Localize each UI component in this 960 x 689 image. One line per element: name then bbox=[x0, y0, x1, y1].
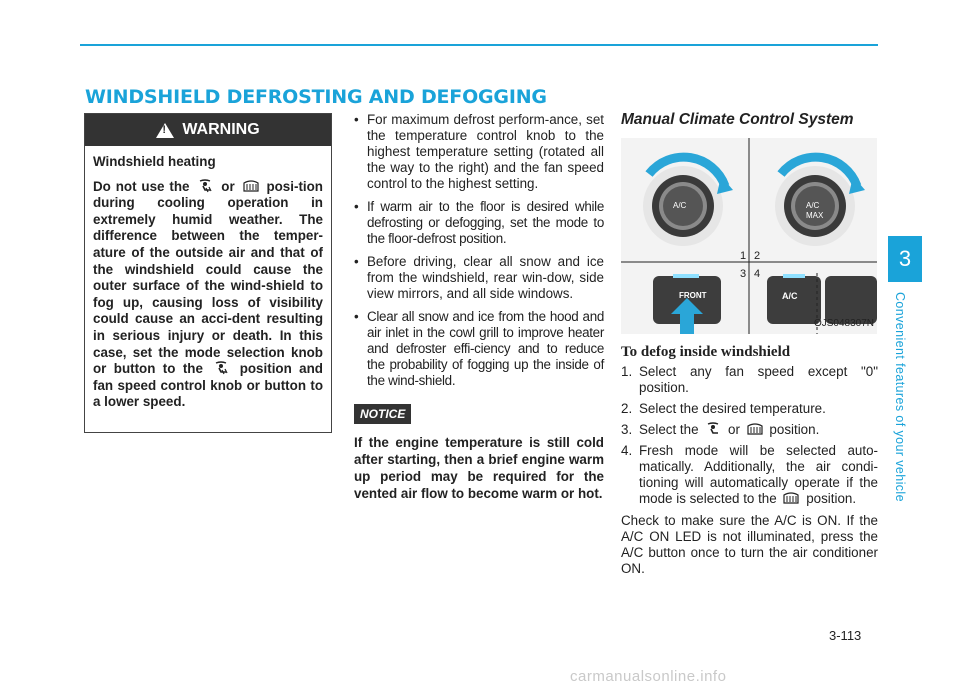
floor-defrost-icon bbox=[704, 422, 722, 436]
step-text: Fresh mode will be selected auto-matically. Additionally, the air condi-tioning will automatically operate if the mode is selected to the bbox=[639, 443, 878, 506]
warning-header bbox=[85, 114, 331, 146]
step-text: or bbox=[728, 422, 740, 437]
section-title: WINDSHIELD DEFROSTING AND DEFOGGING bbox=[85, 86, 547, 108]
defrost-icon bbox=[242, 179, 260, 193]
climate-control-figure bbox=[621, 138, 877, 334]
list-item bbox=[621, 443, 878, 507]
front-button-label: FRONT bbox=[679, 291, 707, 300]
defrost-icon bbox=[746, 422, 764, 436]
figure-caption: OJS048307N bbox=[813, 318, 874, 329]
list-item bbox=[621, 364, 878, 396]
list-item bbox=[621, 422, 878, 438]
warning-body bbox=[85, 146, 331, 411]
step-text: Select the bbox=[639, 422, 699, 437]
top-rule bbox=[80, 44, 878, 46]
watermark: carmanualsonline.info bbox=[570, 668, 727, 685]
list-item bbox=[621, 401, 878, 417]
step-number: 2. bbox=[621, 401, 633, 416]
middle-column bbox=[354, 112, 604, 502]
warning-triangle-icon bbox=[156, 123, 174, 138]
warning-text-b: or bbox=[221, 178, 235, 194]
chapter-tab: 3 bbox=[888, 236, 922, 282]
warning-text-c: posi-tion during cooling operation in extremely humid weather. The difference between the temper-ature of the outside air and that of the windshield could cause the outer surface of the wind-shield to fog up, causing loss of visibility could cause an acci-dent resulting in serious injury or death. In this case, set the mode selection knob or button to the bbox=[93, 178, 323, 377]
notice-text: If the engine temperature is still cold after starting, then a brief engine warm up period may be required for the vented air flow to become warm or hot. bbox=[354, 435, 604, 501]
floor-defrost-icon bbox=[212, 361, 230, 375]
warning-text-a: Do not use the bbox=[93, 178, 190, 194]
manual-climate-heading: Manual Climate Control System bbox=[621, 111, 854, 128]
list-item: • For maximum defrost perform-ance, set the temperature control knob to the highest temperature setting (rotated all the way to the right) and the fan speed control to the highest setting. bbox=[354, 112, 604, 192]
step-text: position. bbox=[806, 491, 857, 506]
warning-box bbox=[84, 113, 332, 433]
step-text: Select the desired temperature. bbox=[639, 401, 826, 416]
chapter-title: Convenient features of your vehicle bbox=[893, 292, 907, 502]
floor-defrost-icon bbox=[196, 179, 214, 193]
figure-label-1: 1 bbox=[740, 250, 747, 262]
defrost-icon bbox=[782, 491, 800, 505]
step-text: Select any fan speed except "0" position. bbox=[639, 364, 878, 395]
list-item: • Clear all snow and ice from the hood and air inlet in the cowl grill to improve heater and defroster effi-ciency and to reduce the probability of fogging up the inside of the wind-shield. bbox=[354, 309, 604, 389]
right-column bbox=[621, 112, 878, 577]
knob-ac-label: A/C bbox=[673, 201, 687, 210]
figure-label-3: 3 bbox=[740, 268, 747, 280]
list-item: • Before driving, clear all snow and ice from the windshield, rear win-dow, side view mirrors, and all side windows. bbox=[354, 254, 604, 302]
page-number: 3-113 bbox=[829, 628, 862, 643]
step-number: 3. bbox=[621, 422, 633, 437]
warning-text-d: position and fan speed control knob or button to a lower speed. bbox=[93, 361, 323, 410]
step-number: 1. bbox=[621, 364, 633, 379]
warning-label: WARNING bbox=[182, 121, 260, 138]
list-item: • If warm air to the floor is desired while defrosting or defogging, set the mode to the floor-defrost position. bbox=[354, 199, 604, 247]
knob-max-label: MAX bbox=[806, 211, 824, 220]
climate-control-illustration bbox=[621, 138, 877, 334]
notice-label: NOTICE bbox=[354, 404, 411, 424]
warning-title: Windshield heating bbox=[93, 154, 216, 169]
figure-label-4: 4 bbox=[754, 268, 761, 280]
tips-list bbox=[354, 112, 604, 389]
defog-title: To defog inside windshield bbox=[621, 344, 791, 360]
step-text: position. bbox=[769, 422, 820, 437]
knob-ac-label: A/C bbox=[806, 201, 820, 210]
ac-button-label: A/C bbox=[782, 291, 798, 301]
steps-list bbox=[621, 364, 878, 507]
step-number: 4. bbox=[621, 443, 633, 458]
closing-text: Check to make sure the A/C is ON. If the A/C ON LED is not illuminated, press the A/C button once to turn the air conditioner ON. bbox=[621, 513, 878, 576]
figure-label-2: 2 bbox=[754, 250, 761, 262]
warning-text bbox=[93, 179, 323, 411]
